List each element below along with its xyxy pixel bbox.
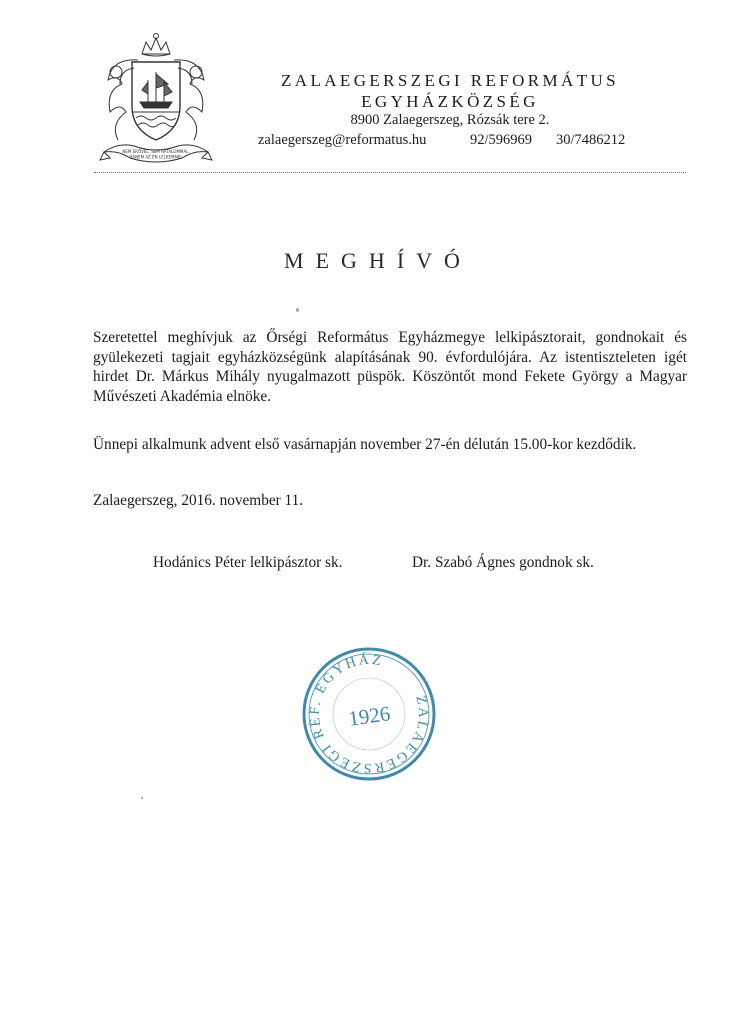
crest-motto-line1: NEM ERŐVEL, SEM HATALOMMAL, <box>122 149 190 154</box>
stamp-year: 1926 <box>346 701 392 731</box>
document-title: MEGHÍVÓ <box>284 248 472 273</box>
coat-of-arms-logo <box>98 28 214 168</box>
email: zalaegerszeg@reformatus.hu <box>258 132 427 148</box>
organization-name <box>250 70 650 112</box>
phone-primary: 92/596969 <box>470 132 533 148</box>
paper-speck <box>296 308 299 312</box>
dateline: Zalaegerszeg, 2016. november 11. <box>93 492 304 509</box>
invitation-paragraph: Szeretettel meghívjuk az Őrségi Református Egyházmegye lelkipásztorait, gondnokait és gyülekezeti tagjait egyházközségünk alapításának 90. évfordulójára. Az istentiszteleten igét hirdet Dr. Márkus Mihály nyugalmazott püspök. Köszöntőt mond Fekete György a Magyar Művészeti Akadémia elnöke. <box>93 329 687 405</box>
paper-speck <box>141 797 143 799</box>
address: 8900 Zalaegerszeg, Rózsák tere 2. <box>350 112 550 128</box>
signature-pastor: Hodánics Péter lelkipásztor sk. <box>153 554 343 571</box>
phone-secondary: 30/7486212 <box>556 132 626 148</box>
stamp-ring-text: ZALAEGERSZEGI REF. EGYHÁZ <box>307 652 431 776</box>
letterhead-divider <box>94 172 686 173</box>
event-time-paragraph: Ünnepi alkalmunk advent első vasárnapján november 27-én délután 15.00-kor kezdődik. <box>93 436 637 453</box>
organization-name-line2: EGYHÁZKÖZSÉG <box>361 92 539 111</box>
signature-curator: Dr. Szabó Ágnes gondnok sk. <box>412 554 594 571</box>
crest-motto-line2: HANEM AZ ÉN LELKEMMEL <box>129 154 183 160</box>
contact-line <box>258 132 658 149</box>
church-stamp <box>300 645 438 783</box>
organization-name-line1: ZALAEGERSZEGI REFORMÁTUS <box>280 71 620 90</box>
